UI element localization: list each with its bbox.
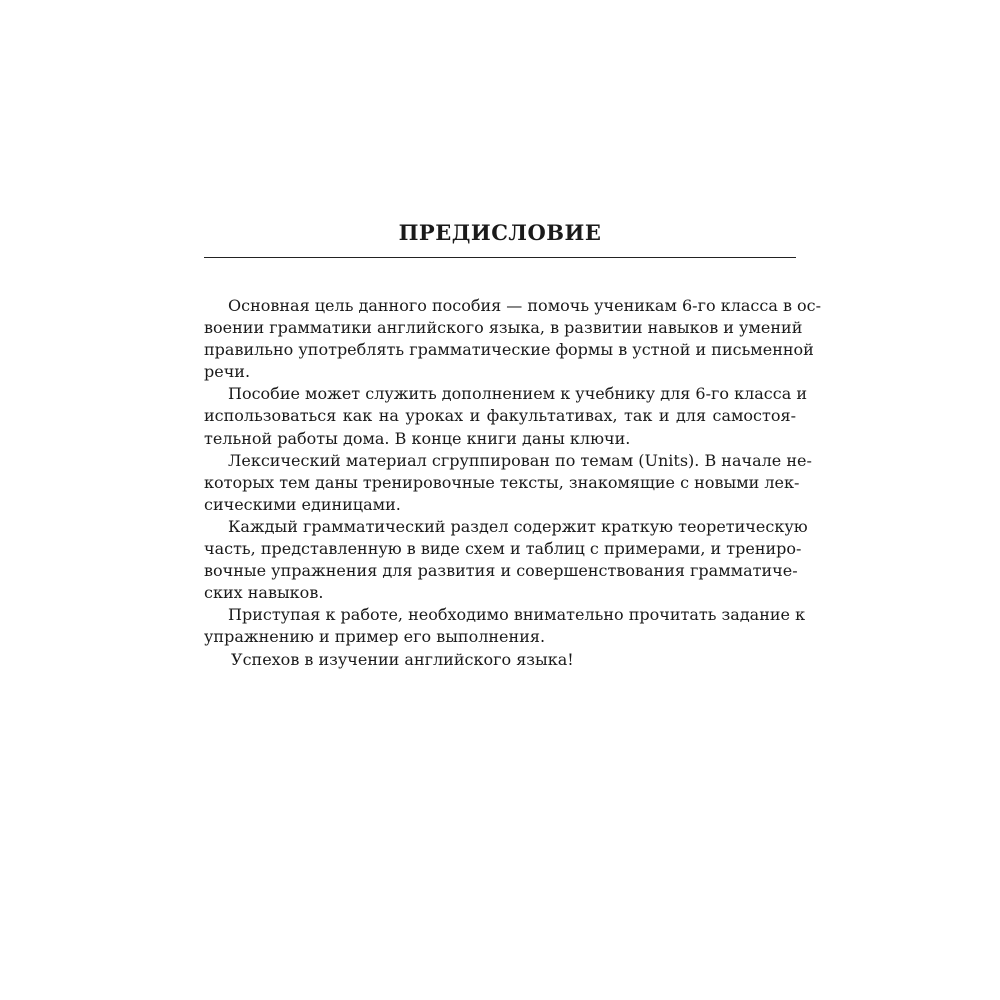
text-line: которых тем даны тренировочные тексты, знакомящие с новыми лек- bbox=[204, 472, 800, 492]
text-line: Приступая к работе, необходимо внимательно прочитать задание к bbox=[228, 605, 806, 625]
text-line: часть, представленную в виде схем и таблиц с примерами, и трениро- bbox=[204, 539, 802, 559]
text-line: вочные упражнения для развития и совершенствования грамматиче- bbox=[204, 561, 798, 581]
text-line: использоваться как на уроках и факультативах, так и для самостоя- bbox=[204, 406, 796, 426]
page-title: ПРЕДИСЛОВИЕ bbox=[398, 220, 602, 245]
paragraph bbox=[204, 604, 806, 648]
text-line: ских навыков. bbox=[204, 583, 324, 603]
text-line: сическими единицами. bbox=[204, 494, 401, 514]
paragraph bbox=[204, 516, 808, 604]
text-line: воении грамматики английского языка, в развитии навыков и умений bbox=[204, 318, 803, 338]
paragraph bbox=[204, 450, 812, 516]
text-line: упражнению и пример его выполнения. bbox=[204, 627, 546, 647]
text-line: Лексический материал сгруппирован по темам (Units). В начале не- bbox=[228, 450, 812, 470]
text-line: Пособие может служить дополнением к учебнику для 6-го класса и bbox=[228, 384, 808, 404]
paragraph bbox=[204, 295, 822, 383]
text-line: Основная цель данного пособия — помочь ученикам 6-го класса в ос- bbox=[228, 296, 822, 315]
paragraph bbox=[204, 383, 808, 449]
text-line: тельной работы дома. В конце книги даны ключи. bbox=[204, 428, 631, 448]
text-line: правильно употреблять грамматические формы в устной и письменной bbox=[204, 340, 814, 360]
preface-body bbox=[204, 295, 822, 671]
closing-line: Успехов в изучении английского языка! bbox=[231, 649, 574, 669]
title-divider bbox=[204, 257, 796, 258]
text-line: речи. bbox=[204, 362, 251, 382]
text-line: Каждый грамматический раздел содержит краткую теоретическую bbox=[228, 516, 808, 536]
